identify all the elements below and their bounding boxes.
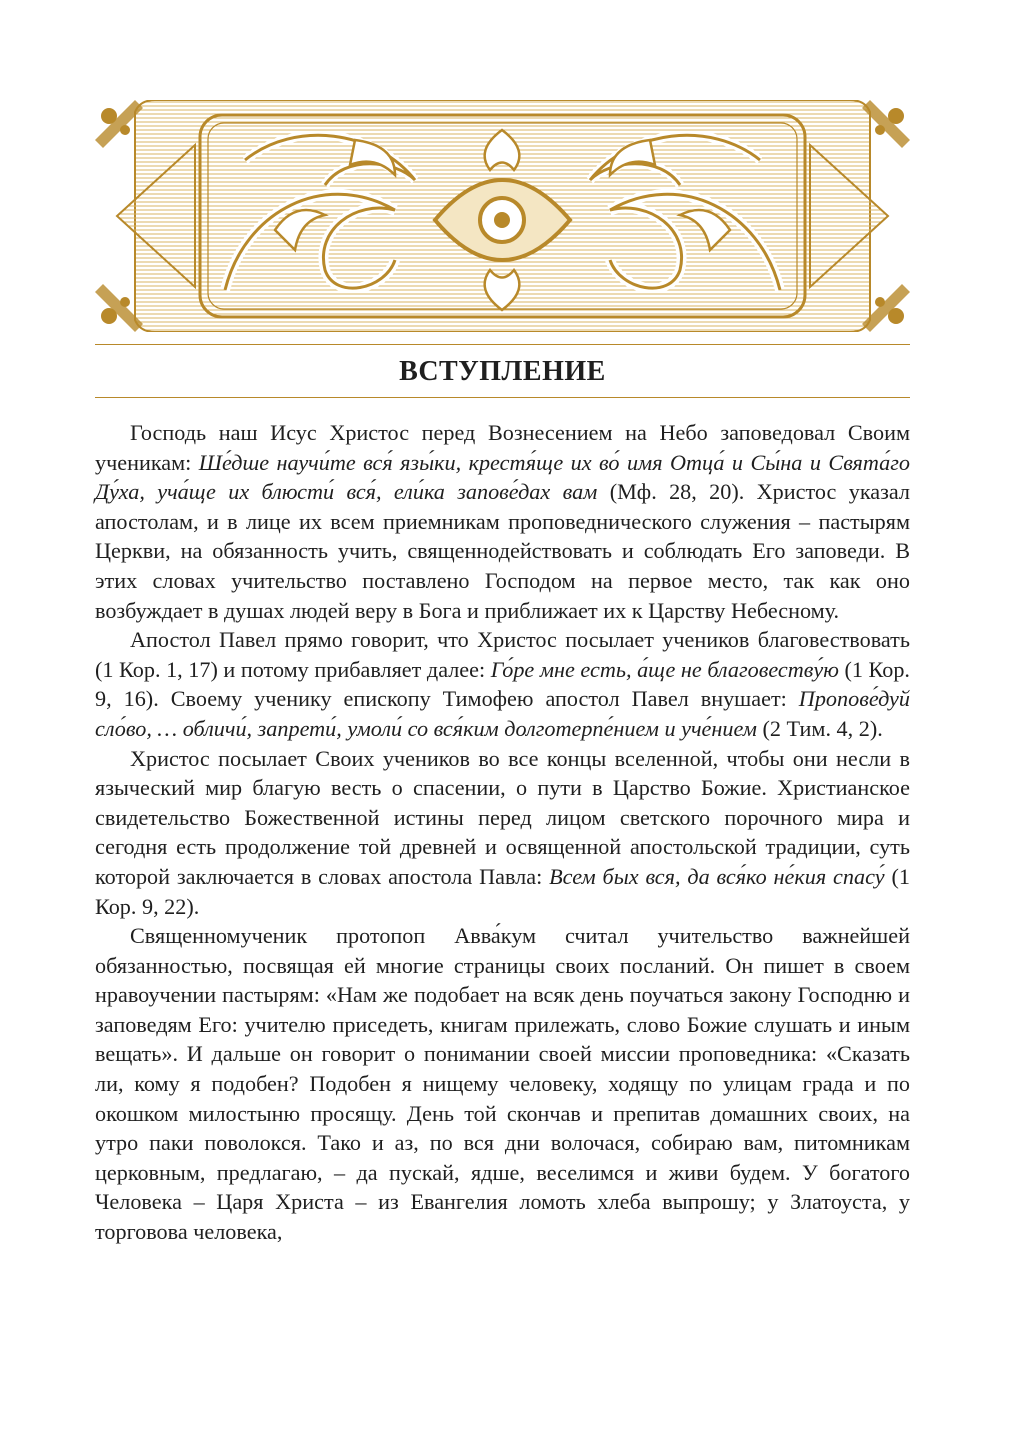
scripture-quote: Всем бых вся, да вся́ко не́кия спасу́ <box>549 863 885 889</box>
paragraph-3 <box>95 744 910 922</box>
text-run: (Мф. 28, 20). Христос указал апостолам, и в лице их всем приемникам проповеднического служения – пастырям Церкви, на обязанность учить, священнодействовать и соблюдать Его заповеди. В этих словах учительство поставлено Господом на первое место, так как оно возбуждает в душах людей веру в Бога и приближает их к Царству Небесному. <box>95 479 911 623</box>
heading-rule-top <box>95 344 910 345</box>
scripture-quote: Пропове́дуй сло́во, … обличи́, запрети́, умоли́ со вся́ким долготерпе́нием и уче́нием <box>95 686 910 741</box>
text-run: Апостол Павел прямо говорит, что Христос посылает учеников благовествовать (1 Кор. 1, 17) и потому прибавляет далее: <box>95 627 910 682</box>
body-text <box>95 418 910 1247</box>
ornamental-header-banner <box>95 100 910 332</box>
text-run: (1 Кор. 9, 22). <box>95 863 910 919</box>
scripture-quote: Ше́дше научи́те вся́ язы́ки, крестя́ще их во́ имя Отца́ и Сы́на и Свята́го Ду́ха, уча́ще их блюсти́ вся́, ели́ка запове́дах вам <box>95 449 910 505</box>
text-run: Христос посылает Своих учеников во все концы вселенной, чтобы они несли в языческий мир благую весть о спасении, о пути в Царство Божие. Христианское свидетельство Божественной истины перед лицом светского порочного мира и сегодня есть продолжение той древней и освященной апостольской традиции, суть которой заключается в словах апостола Павла: <box>95 745 910 889</box>
chapter-heading: ВСТУПЛЕНИЕ <box>399 356 606 387</box>
paragraph-2 <box>95 625 910 743</box>
text-run: Священномученик протопоп Авва́кум считал учительство важнейшей обязанностью, посвящая ей многие страницы своих посланий. Он пишет в своем нравоучении пастырям: «Нам же подобает на всяк день поучаться закону Господню и заповедям Его: учителю приседеть, книгам прилежать, слово Божие слушать и иным вещать». И дальше он говорит о понимании своей миссии проповедника: «Сказать ли, кому я подобен? Подобен я нищему человеку, ходящу по улицам града и по окошком милостыню просящу. День той скончав и препитав домашних своих, на утро паки поволокся. Тако и аз, по вся дни волочася, собираю вам, питомникам церковным, предлагаю, – да пускай, ядше, веселимся и живи будем. У богатого Человека – Царя Христа – из Евангелия ломоть хлеба выпрошу; у Златоуста, у торговова человека, <box>95 923 910 1245</box>
floral-ornament-graphic <box>95 100 910 332</box>
text-run: (1 Кор. 9, 16). Своему ученику епископу Тимофею апостол Павел внушает: <box>95 656 910 712</box>
paragraph-4 <box>95 921 910 1247</box>
paragraph-1 <box>95 418 910 625</box>
text-run: (2 Тим. 4, 2). <box>756 715 883 741</box>
heading-rule-bottom <box>95 397 910 398</box>
text-run: Господь наш Исус Христос перед Вознесением на Небо заповедовал Своим ученикам: <box>95 420 910 475</box>
scripture-quote: Го́ре мне есть, а́ще не благовеству́ю <box>490 656 839 682</box>
